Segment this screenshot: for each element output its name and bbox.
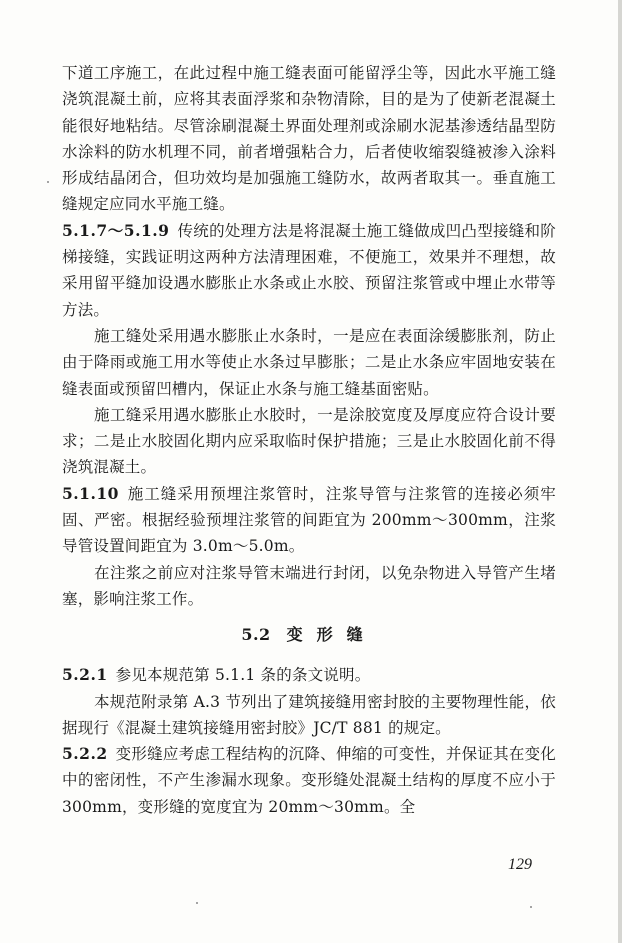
body-text xyxy=(62,60,556,820)
scan-speck xyxy=(47,181,49,183)
paragraph-text: 下道工序施工，在此过程中施工缝表面可能留浮尘等，因此水平施工缝浇筑混凝土前，应将其表面浮浆和杂物清除，目的是为了使新老混凝土能很好地粘结。尽管涂刷混凝土界面处理剂或涂刷水泥基渗透结晶型防水涂料的防水机理不同，前者增强粘合力，后者使收缩裂缝被渗入涂料形成结晶闭合，但功效均是加强施工缝防水，故两者取其一。垂直施工缝规定应同水平施工缝。 xyxy=(62,64,556,214)
paragraph-text: 施工缝采用预埋注浆管时，注浆导管与注浆管的连接必须牢固、严密。根据经验预埋注浆管的间距宜为 200mm～300mm，注浆导管设置间距宜为 3.0m～5.0m。 xyxy=(62,484,556,556)
paragraph-text: 施工缝采用遇水膨胀止水胶时，一是涂胶宽度及厚度应符合设计要求；二是止水胶固化期内应采取临时保护措施；三是止水胶固化前不得浇筑混凝土。 xyxy=(62,405,556,477)
paragraph-1 xyxy=(62,60,556,218)
paragraph-clause-5-2-1 xyxy=(62,662,556,688)
paragraph-appendix-note xyxy=(62,689,556,742)
clause-number: 5.1.10 xyxy=(62,483,119,503)
clause-number: 5.2.2 xyxy=(62,744,108,764)
paragraph-text: 本规范附录第 A.3 节列出了建筑接缝用密封胶的主要物理性能，依据现行《混凝土建筑接缝用密封胶》JC/T 881 的规定。 xyxy=(62,692,556,737)
paragraph-6 xyxy=(62,560,556,613)
section-number: 5.2 xyxy=(241,625,271,645)
scan-speck xyxy=(196,902,198,904)
paragraph-text: 在注浆之前应对注浆导管末端进行封闭，以免杂物进入导管产生堵塞，影响注浆工作。 xyxy=(62,563,556,608)
page-number: 129 xyxy=(508,856,532,873)
paragraph-3 xyxy=(62,323,556,402)
clause-number: 5.2.1 xyxy=(62,665,108,685)
paragraph-4 xyxy=(62,402,556,481)
paragraph-text: 传统的处理方法是将混凝土施工缝做成凹凸型接缝和阶梯接缝，实践证明这两种方法清理困难，不便施工，效果并不理想，故采用留平缝加设遇水膨胀止水条或止水胶、预留注浆管或中埋止水带等方法。 xyxy=(62,221,557,319)
scan-speck xyxy=(530,906,532,908)
paragraph-text: 施工缝处采用遇水膨胀止水条时，一是应在表面涂缓膨胀剂，防止由于降雨或施工用水等使止水条过早膨胀；二是止水条应牢固地安装在缝表面或预留凹槽内，保证止水条与施工缝基面密贴。 xyxy=(62,326,556,398)
clause-number: 5.1.7～5.1.9 xyxy=(62,220,170,240)
paragraph-clause-5-1-10 xyxy=(62,481,556,560)
section-title: 变形缝 xyxy=(286,625,377,645)
page-edge xyxy=(618,0,622,943)
paragraph-clause-5-1-7 xyxy=(62,218,556,323)
paragraph-text: 变形缝应考虑工程结构的沉降、伸缩的可变性，并保证其在变化中的密闭性，不产生渗漏水现象。变形缝处混凝土结构的厚度不应小于 300mm，变形缝的宽度宜为 20mm～30mm。全 xyxy=(62,745,556,816)
paragraph-text: 参见本规范第 5.1.1 条的条文说明。 xyxy=(115,666,371,685)
section-heading xyxy=(62,622,556,648)
paragraph-clause-5-2-2 xyxy=(62,741,556,820)
